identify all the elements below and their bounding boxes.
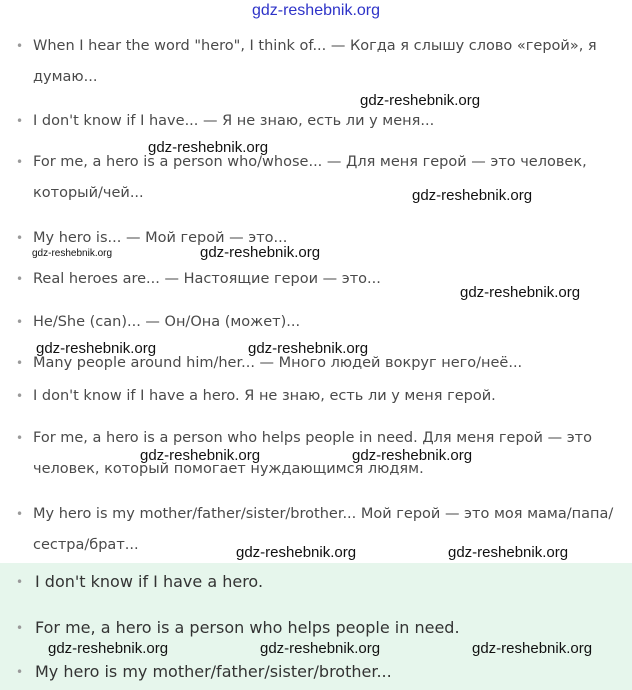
watermark: gdz-reshebnik.org: [248, 340, 369, 357]
bullet-icon: •: [16, 507, 24, 521]
watermark: gdz-reshebnik.org: [352, 447, 473, 464]
watermark: gdz-reshebnik.org: [200, 244, 321, 261]
bullet-icon: •: [16, 575, 24, 589]
bullet-icon: •: [16, 356, 24, 370]
watermark: gdz-reshebnik.org: [260, 640, 381, 657]
answer-box: • I don't know if I have a hero. • For me, a hero is a person who helps people in need. • My hero is my mother/father/sister/brother...: [0, 563, 632, 690]
bullet-icon: •: [16, 231, 24, 245]
bullet-icon: •: [16, 389, 24, 403]
watermark: gdz-reshebnik.org: [472, 640, 593, 657]
top-watermark: gdz-reshebnik.org: [251, 2, 381, 19]
watermark: gdz-reshebnik.org: [412, 187, 533, 204]
watermark: gdz-reshebnik.org: [140, 447, 261, 464]
bullet-icon: •: [16, 315, 24, 329]
bullet-icon: •: [16, 272, 24, 286]
bullet-icon: •: [16, 621, 24, 635]
watermark: gdz-reshebnik.org: [48, 640, 169, 657]
watermark: gdz-reshebnik.org: [148, 139, 269, 156]
watermark: gdz-reshebnik.org: [32, 248, 113, 259]
watermark: gdz-reshebnik.org: [36, 340, 157, 357]
bullet-icon: •: [16, 39, 24, 53]
watermark: gdz-reshebnik.org: [236, 544, 357, 561]
watermark: gdz-reshebnik.org: [360, 92, 481, 109]
bullet-icon: •: [16, 665, 24, 679]
bullet-icon: •: [16, 431, 24, 445]
watermark: gdz-reshebnik.org: [448, 544, 569, 561]
bullet-icon: •: [16, 155, 24, 169]
bullet-icon: •: [16, 114, 24, 128]
watermark: gdz-reshebnik.org: [460, 284, 581, 301]
